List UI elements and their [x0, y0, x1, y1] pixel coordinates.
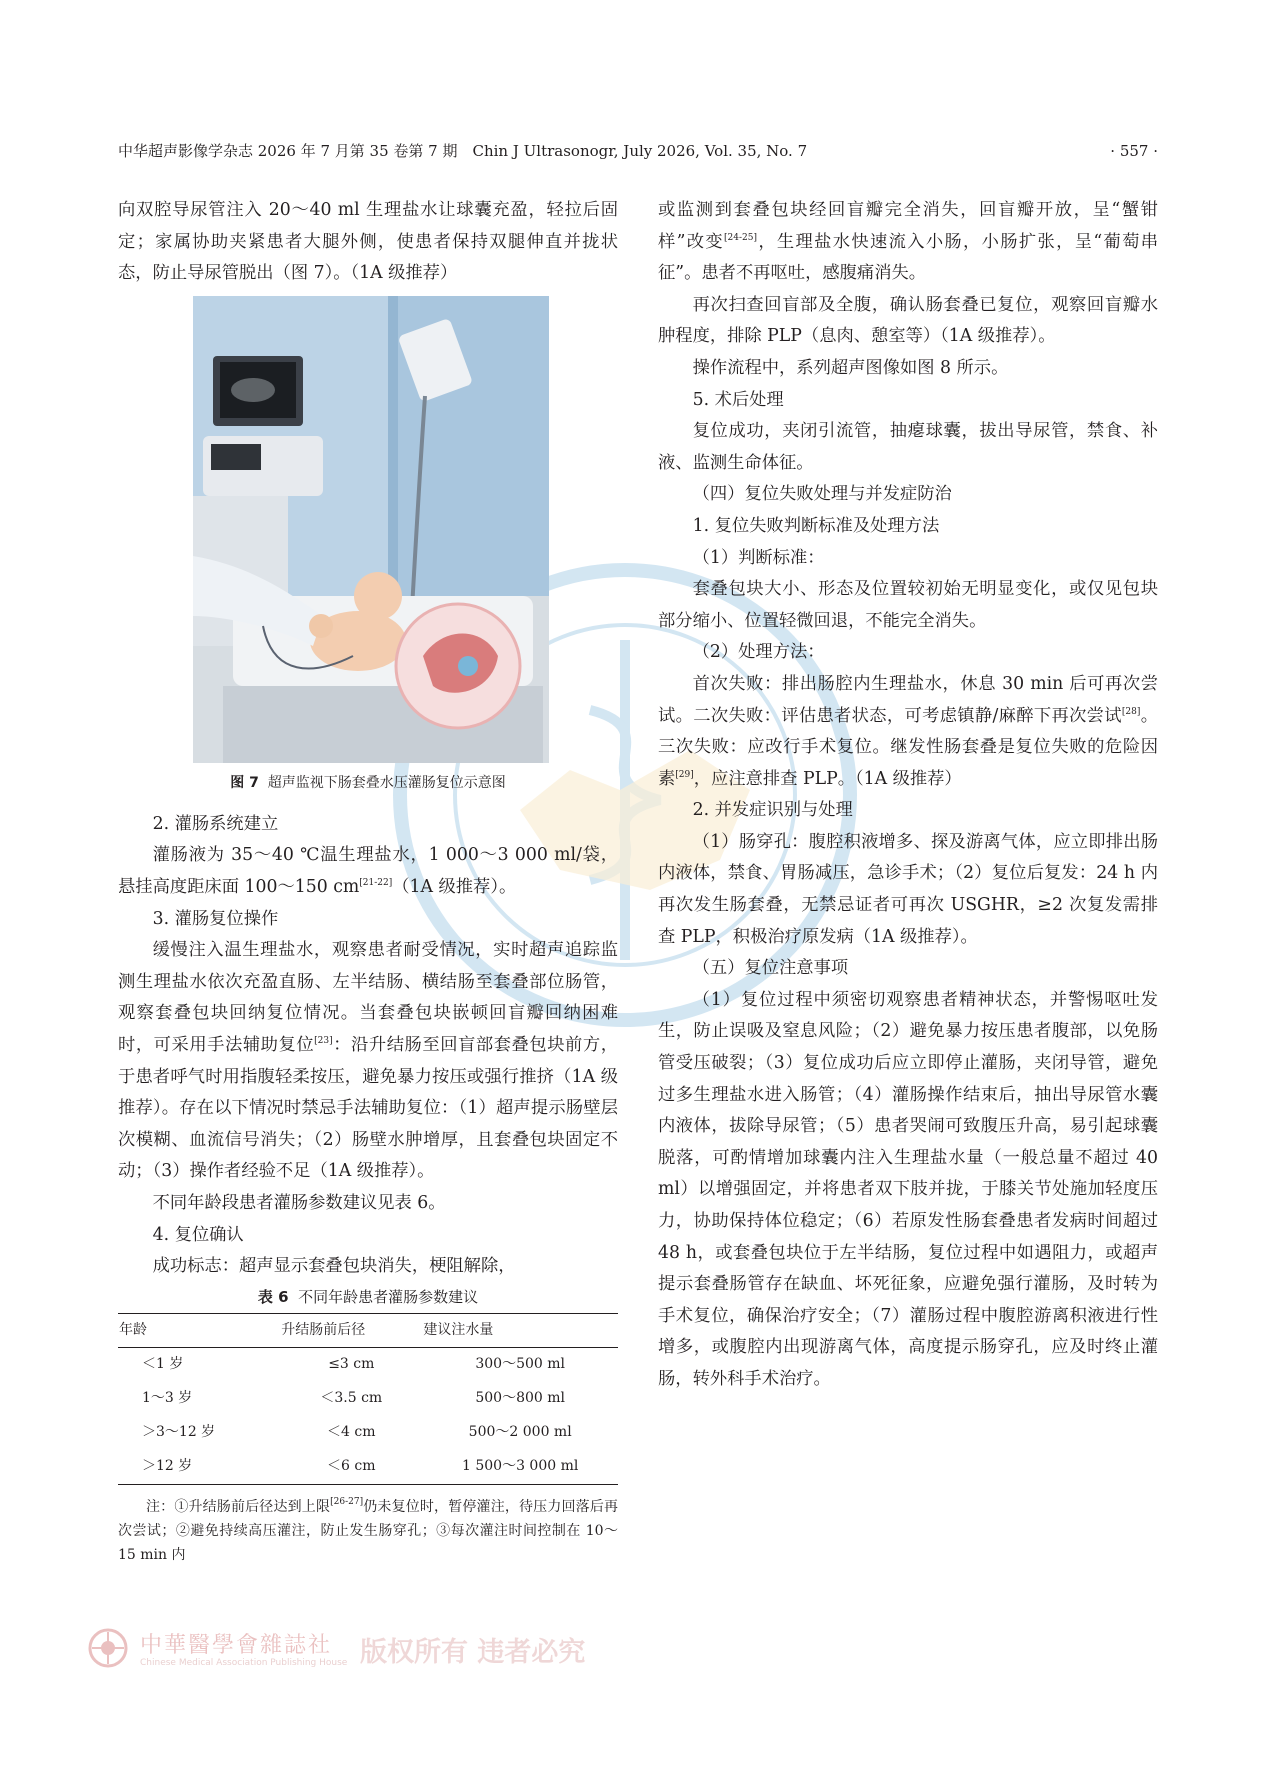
- paragraph: （1）复位过程中须密切观察患者精神状态，并警惕呕吐发生，防止误吸及窒息风险；（2）避免暴力按压患者腹部，以免肠管受压破裂；（3）复位成功后应立即停止灌肠，夹闭导管，避免过多生理盐水进入肠管；（4）灌肠操作结束后，抽出导尿管水囊内液体，拔除导尿管；（5）患者哭闹可致腹压升高，易引起球囊脱落，可酌情增加球囊内注入生理盐水量（一般总量不超过 40 ml）以增强固定，并将患者双下肢并拢，于膝关节处施加轻度压力，协助保持体位稳定；（6）若原发性肠套叠患者发病时间超过 48 h，或套叠包块位于左半结肠，复位过程中如遇阻力，或超声提示套叠肠管存在缺血、坏死征象，应避免强行灌肠，及时转为手术复位，确保治疗安全；（7）灌肠过程中腹腔游离积液进行性增多，或腹腔内出现游离气体，高度提示肠穿孔，应及时终止灌肠，转外科手术治疗。: [658, 989, 1158, 1389]
- paragraph-text: ：沿升结肠至回盲部套叠包块前方，于患者呼气时用指腹轻柔按压，避免暴力按压或强行推挤（1A 级推荐）。存在以下情况时禁忌手法辅助复位：（1）超声提示肠壁层次模糊、血流信号消失；（2）肠壁水肿增厚，且套叠包块固定不动；（3）操作者经验不足（1A 级推荐）。: [118, 1034, 618, 1182]
- table-header: 升结肠前后径: [280, 1313, 422, 1348]
- table-row: [118, 1382, 618, 1416]
- table-cell: ＞12 岁: [118, 1450, 280, 1485]
- citation: [26-27]: [330, 1497, 364, 1508]
- right-column: [658, 195, 1158, 1396]
- paragraph: 套叠包块大小、形态及位置较初始无明显变化，或仅见包块部分缩小、位置轻微回退，不能完全消失。: [658, 579, 1158, 631]
- note-text: 注：①升结肠前后径达到上限: [146, 1499, 331, 1516]
- paragraph: 成功标志：超声显示套叠包块消失，梗阻解除，: [152, 1256, 516, 1277]
- table-cell: 500～2 000 ml: [468, 1424, 572, 1441]
- citation: [29]: [675, 769, 694, 780]
- table-cell: ＜3.5 cm: [320, 1390, 383, 1407]
- paragraph-text: （1A 级推荐）。: [392, 876, 517, 897]
- paragraph: （1）肠穿孔：腹腔积液增多、探及游离气体，应立即排出肠内液体，禁食、胃肠减压，急诊手术；（2）复位后复发：24 h 内再次发生肠套叠，无禁忌证者可再次 USGHR，≥2 次复发需排查 PLP，积极治疗原发病（1A 级推荐）。: [658, 831, 1158, 947]
- section-heading: （五）复位注意事项: [692, 958, 849, 979]
- table-label: 表 6: [257, 1287, 289, 1306]
- citation: [23]: [314, 1035, 333, 1046]
- publisher-name: 中華醫學會雜誌社: [140, 1633, 333, 1658]
- table-row: [118, 1416, 618, 1450]
- paragraph-text: ，生理盐水快速流入小肠，小肠扩张，呈“葡萄串征”。患者不再呕吐，感腹痛消失。: [658, 231, 1158, 284]
- section-heading: 5. 术后处理: [692, 389, 784, 410]
- paragraph: 向双腔导尿管注入 20～40 ml 生理盐水让球囊充盈，轻拉后固定；家属协助夹紧患者大腿外侧，使患者保持双腿伸直并拢状态，防止导尿管脱出（图 7）。（1A 级推荐）: [118, 200, 618, 284]
- left-column: [118, 195, 618, 1567]
- table-cell: 300～500 ml: [475, 1356, 565, 1373]
- page-number: · 557 ·: [1110, 142, 1158, 160]
- section-heading: （1）判断标准：: [692, 547, 825, 568]
- paragraph: [118, 935, 618, 1188]
- copyright-notice: 版权所有 违者必究: [360, 1637, 586, 1668]
- table-note: [118, 1495, 618, 1567]
- table-header: 年龄: [118, 1313, 280, 1348]
- paragraph-text: 。三次失败：应改行手术复位。继发性肠套叠是复位失败的危险因素: [658, 705, 1158, 789]
- section-heading: 3. 灌肠复位操作: [152, 908, 279, 929]
- paragraph-text: 缓慢注入温生理盐水，观察患者耐受情况，实时超声追踪监测生理盐水依次充盈直肠、左半结肠、横结肠至套叠部位肠管，观察套叠包块回纳复位情况。当套叠包块嵌顿回盲瓣回纳困难时，可采用手法辅助复位: [118, 940, 618, 1055]
- paragraph-text: 或监测到套叠包块经回盲瓣完全消失，回盲瓣开放，呈“蟹钳样”改变: [658, 200, 1158, 252]
- section-heading: （四）复位失败处理与并发症防治: [692, 484, 952, 505]
- paragraph-text: ，应注意排查 PLP。（1A 级推荐）: [693, 768, 962, 789]
- citation: [28]: [1121, 706, 1141, 717]
- section-heading: 4. 复位确认: [152, 1224, 244, 1245]
- table-caption: [118, 1285, 618, 1309]
- note-text: 仍未复位时，暂停灌注，待压力回落后再次尝试；②避免持续高压灌注，防止发生肠穿孔；③每次灌注时间控制在 10～15 min 内: [118, 1499, 618, 1564]
- running-header: [118, 136, 1158, 166]
- table-cell: ＜6 cm: [280, 1450, 422, 1485]
- table-6: [118, 1313, 618, 1486]
- table-cell: 500～800 ml: [475, 1390, 565, 1407]
- section-heading: 2. 并发症识别与处理: [692, 800, 853, 821]
- table-header: 建议注水量: [422, 1313, 618, 1348]
- figure-caption: [118, 773, 618, 793]
- section-heading: 1. 复位失败判断标准及处理方法: [692, 515, 940, 536]
- figure-caption-text: 超声监视下肠套叠水压灌肠复位示意图: [267, 774, 506, 791]
- figure-7-illustration: [193, 296, 549, 763]
- paragraph: 再次扫查回盲部及全腹，确认肠套叠已复位，观察回盲瓣水肿程度，排除 PLP（息肉、憩室等）（1A 级推荐）。: [658, 294, 1158, 347]
- paragraph: [658, 669, 1158, 795]
- paragraph: [658, 195, 1158, 290]
- table-cell: ≤3 cm: [328, 1356, 375, 1373]
- table-cell: ＜4 cm: [327, 1424, 376, 1441]
- citation: [21-22]: [359, 877, 393, 888]
- paragraph: 不同年龄段患者灌肠参数建议见表 6。: [152, 1192, 446, 1213]
- table-cell: 1～3 岁: [142, 1390, 193, 1407]
- publisher-logo: [88, 1626, 608, 1678]
- table-cell: ＞3～12 岁: [142, 1424, 216, 1441]
- paragraph-text: 灌肠液为 35～40 ℃温生理盐水，1 000～3 000 ml/袋，悬挂高度距床面 100～150 cm: [118, 845, 618, 897]
- journal-citation: 中华超声影像学杂志 2026 年 7 月第 35 卷第 7 期 Chin J Ultrasonogr, July 2026, Vol. 35, No. 7: [118, 142, 808, 160]
- table-caption-text: 不同年龄患者灌肠参数建议: [298, 1287, 479, 1306]
- paragraph-text: 首次失败：排出肠腔内生理盐水，休息 30 min 后可再次尝试。二次失败：评估患者状态，可考虑镇静/麻醉下再次尝试: [658, 673, 1158, 726]
- table-cell: ＜1 岁: [142, 1356, 184, 1373]
- section-heading: （2）处理方法：: [692, 642, 825, 663]
- table-row: [118, 1450, 618, 1485]
- table-row: [118, 1348, 618, 1383]
- paragraph: 复位成功，夹闭引流管，抽瘪球囊，拔出导尿管，禁食、补液、监测生命体征。: [658, 421, 1158, 473]
- section-heading: 2. 灌肠系统建立: [152, 813, 279, 834]
- table-cell: 1 500～3 000 ml: [422, 1450, 618, 1485]
- paragraph: 操作流程中，系列超声图像如图 8 所示。: [692, 357, 1009, 378]
- paragraph: [118, 840, 618, 903]
- publisher-name-en: Chinese Medical Association Publishing House: [140, 1658, 348, 1668]
- citation: [24-25]: [724, 232, 757, 243]
- figure-label: 图 7: [230, 774, 259, 791]
- publisher-seal-icon: [88, 1628, 128, 1668]
